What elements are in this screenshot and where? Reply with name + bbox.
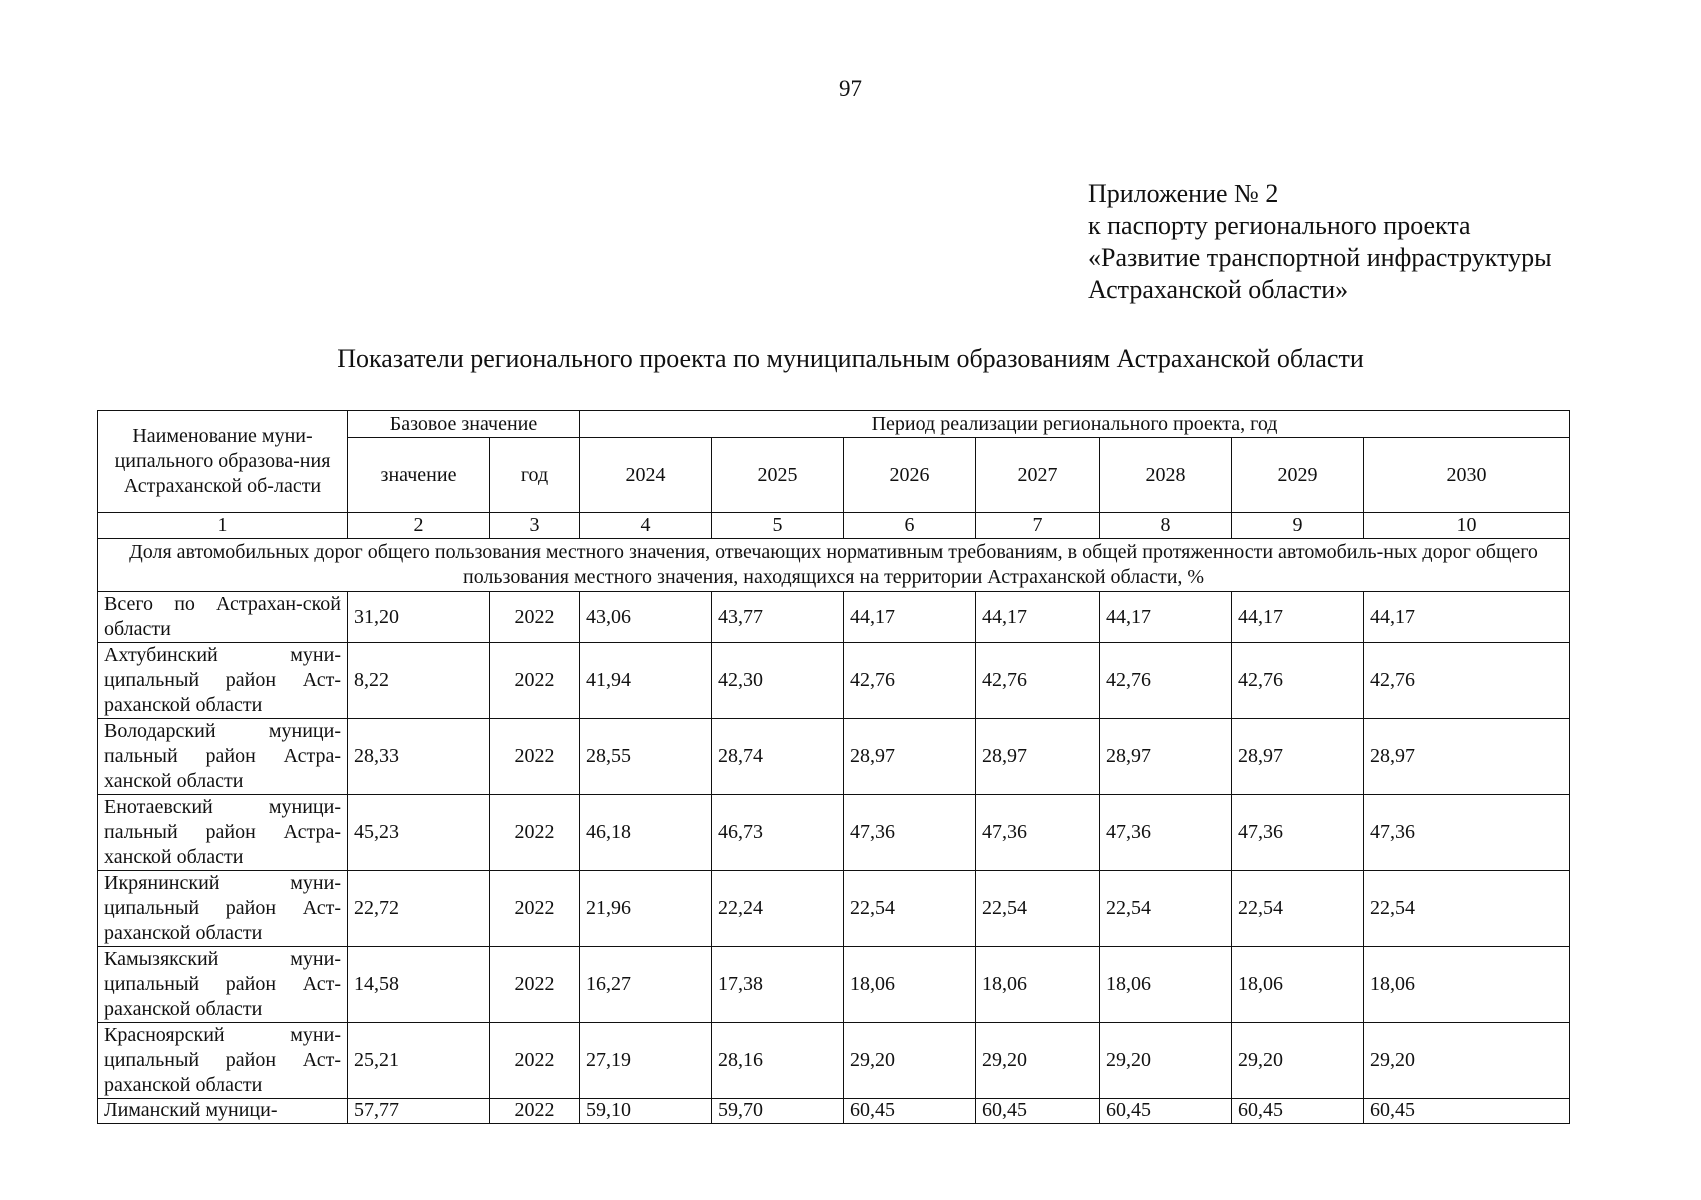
year-value-cell: 29,20 (1100, 1023, 1232, 1099)
header-base-value: Базовое значение (348, 411, 580, 438)
table-row (98, 947, 1570, 1023)
year-value-cell: 27,19 (580, 1023, 712, 1099)
base-value-cell: 28,33 (348, 719, 490, 795)
year-value-cell: 43,77 (712, 592, 844, 643)
municipality-name: Всего по Астрахан-ской области (98, 592, 348, 643)
year-value-cell: 29,20 (1364, 1023, 1570, 1099)
year-value-cell: 59,70 (712, 1099, 844, 1124)
column-number: 6 (844, 513, 976, 539)
year-value-cell: 28,55 (580, 719, 712, 795)
year-value-cell: 17,38 (712, 947, 844, 1023)
year-value-cell: 44,17 (1364, 592, 1570, 643)
year-value-cell: 47,36 (976, 795, 1100, 871)
year-value-cell: 29,20 (976, 1023, 1100, 1099)
year-value-cell: 42,76 (1364, 643, 1570, 719)
year-value-cell: 28,97 (1100, 719, 1232, 795)
year-value-cell: 59,10 (580, 1099, 712, 1124)
year-value-cell: 22,54 (1100, 871, 1232, 947)
base-year-cell: 2022 (490, 1023, 580, 1099)
year-value-cell: 28,74 (712, 719, 844, 795)
year-value-cell: 42,30 (712, 643, 844, 719)
column-number: 3 (490, 513, 580, 539)
header-year: год (490, 438, 580, 513)
header-year-2030: 2030 (1364, 438, 1570, 513)
base-value-cell: 25,21 (348, 1023, 490, 1099)
header-year-2028: 2028 (1100, 438, 1232, 513)
municipality-name: Ахтубинский муни-ципальный район Аст-раханской области (98, 643, 348, 719)
column-numbers-row (98, 513, 1570, 539)
header-year-2027: 2027 (976, 438, 1100, 513)
header-year-2029: 2029 (1232, 438, 1364, 513)
base-value-cell: 57,77 (348, 1099, 490, 1124)
year-value-cell: 42,76 (976, 643, 1100, 719)
column-number: 9 (1232, 513, 1364, 539)
year-value-cell: 18,06 (1100, 947, 1232, 1023)
appendix-line-3: «Развитие транспортной инфраструктуры (1088, 243, 1552, 272)
municipality-name: Икрянинский муни-ципальный район Аст-раханской области (98, 871, 348, 947)
year-value-cell: 22,54 (976, 871, 1100, 947)
appendix-line-2: к паспорту регионального проекта (1088, 211, 1471, 240)
year-value-cell: 22,24 (712, 871, 844, 947)
table-row (98, 592, 1570, 643)
municipality-name: Красноярский муни-ципальный район Аст-раханской области (98, 1023, 348, 1099)
year-value-cell: 29,20 (1232, 1023, 1364, 1099)
municipality-name: Енотаевский муници-пальный район Астра-ханской области (98, 795, 348, 871)
base-value-cell: 8,22 (348, 643, 490, 719)
table-row (98, 719, 1570, 795)
base-value-cell: 22,72 (348, 871, 490, 947)
base-year-cell: 2022 (490, 592, 580, 643)
base-year-cell: 2022 (490, 719, 580, 795)
year-value-cell: 44,17 (976, 592, 1100, 643)
year-value-cell: 44,17 (1232, 592, 1364, 643)
year-value-cell: 43,06 (580, 592, 712, 643)
year-value-cell: 60,45 (844, 1099, 976, 1124)
year-value-cell: 44,17 (1100, 592, 1232, 643)
page-number: 97 (839, 76, 862, 101)
column-number: 8 (1100, 513, 1232, 539)
year-value-cell: 28,16 (712, 1023, 844, 1099)
base-year-cell: 2022 (490, 947, 580, 1023)
municipality-name: Володарский муници-пальный район Астра-ханской области (98, 719, 348, 795)
year-value-cell: 28,97 (1364, 719, 1570, 795)
year-value-cell: 44,17 (844, 592, 976, 643)
base-year-cell: 2022 (490, 1099, 580, 1124)
base-year-cell: 2022 (490, 643, 580, 719)
base-year-cell: 2022 (490, 795, 580, 871)
column-number: 4 (580, 513, 712, 539)
appendix-line-1: Приложение № 2 (1088, 179, 1279, 208)
year-value-cell: 42,76 (1232, 643, 1364, 719)
column-number: 10 (1364, 513, 1570, 539)
indicators-table (97, 410, 1570, 1124)
table-row (98, 643, 1570, 719)
header-municipality-name: Наименование муни-ципального образова-ния Астраханской об-ласти (98, 411, 348, 513)
column-number: 5 (712, 513, 844, 539)
base-value-cell: 14,58 (348, 947, 490, 1023)
year-value-cell: 42,76 (1100, 643, 1232, 719)
year-value-cell: 22,54 (1364, 871, 1570, 947)
year-value-cell: 18,06 (1364, 947, 1570, 1023)
table-row (98, 795, 1570, 871)
municipality-name: Камызякский муни-ципальный район Аст-раханской области (98, 947, 348, 1023)
header-period: Период реализации регионального проекта, год (580, 411, 1570, 438)
year-value-cell: 18,06 (1232, 947, 1364, 1023)
column-number: 7 (976, 513, 1100, 539)
year-value-cell: 28,97 (976, 719, 1100, 795)
year-value-cell: 42,76 (844, 643, 976, 719)
section-row (98, 539, 1570, 592)
year-value-cell: 60,45 (1364, 1099, 1570, 1124)
header-value: значение (348, 438, 490, 513)
year-value-cell: 60,45 (976, 1099, 1100, 1124)
column-number: 2 (348, 513, 490, 539)
base-value-cell: 45,23 (348, 795, 490, 871)
year-value-cell: 46,18 (580, 795, 712, 871)
appendix-block (1088, 178, 1552, 306)
column-number: 1 (98, 513, 348, 539)
year-value-cell: 46,73 (712, 795, 844, 871)
year-value-cell: 60,45 (1232, 1099, 1364, 1124)
section-title: Доля автомобильных дорог общего пользования местного значения, отвечающих нормативным требованиям, в общей протяженности автомобиль-ных дорог общего пользования местного значения, находящихся на территории Астраханской области, % (98, 539, 1570, 592)
year-value-cell: 21,96 (580, 871, 712, 947)
table-row (98, 871, 1570, 947)
base-year-cell: 2022 (490, 871, 580, 947)
table-row (98, 1099, 1570, 1124)
year-value-cell: 60,45 (1100, 1099, 1232, 1124)
document-title: Показатели регионального проекта по муниципальным образованиям Астраханской области (337, 344, 1364, 373)
header-year-2026: 2026 (844, 438, 976, 513)
header-row-1 (98, 411, 1570, 438)
year-value-cell: 47,36 (1232, 795, 1364, 871)
year-value-cell: 28,97 (844, 719, 976, 795)
appendix-line-4: Астраханской области» (1088, 275, 1349, 304)
table-row (98, 1023, 1570, 1099)
header-year-2025: 2025 (712, 438, 844, 513)
year-value-cell: 28,97 (1232, 719, 1364, 795)
municipality-name: Лиманский муници- (98, 1099, 348, 1124)
year-value-cell: 47,36 (1100, 795, 1232, 871)
year-value-cell: 41,94 (580, 643, 712, 719)
year-value-cell: 18,06 (844, 947, 976, 1023)
year-value-cell: 18,06 (976, 947, 1100, 1023)
year-value-cell: 47,36 (844, 795, 976, 871)
year-value-cell: 29,20 (844, 1023, 976, 1099)
year-value-cell: 16,27 (580, 947, 712, 1023)
base-value-cell: 31,20 (348, 592, 490, 643)
year-value-cell: 22,54 (844, 871, 976, 947)
year-value-cell: 47,36 (1364, 795, 1570, 871)
header-year-2024: 2024 (580, 438, 712, 513)
year-value-cell: 22,54 (1232, 871, 1364, 947)
